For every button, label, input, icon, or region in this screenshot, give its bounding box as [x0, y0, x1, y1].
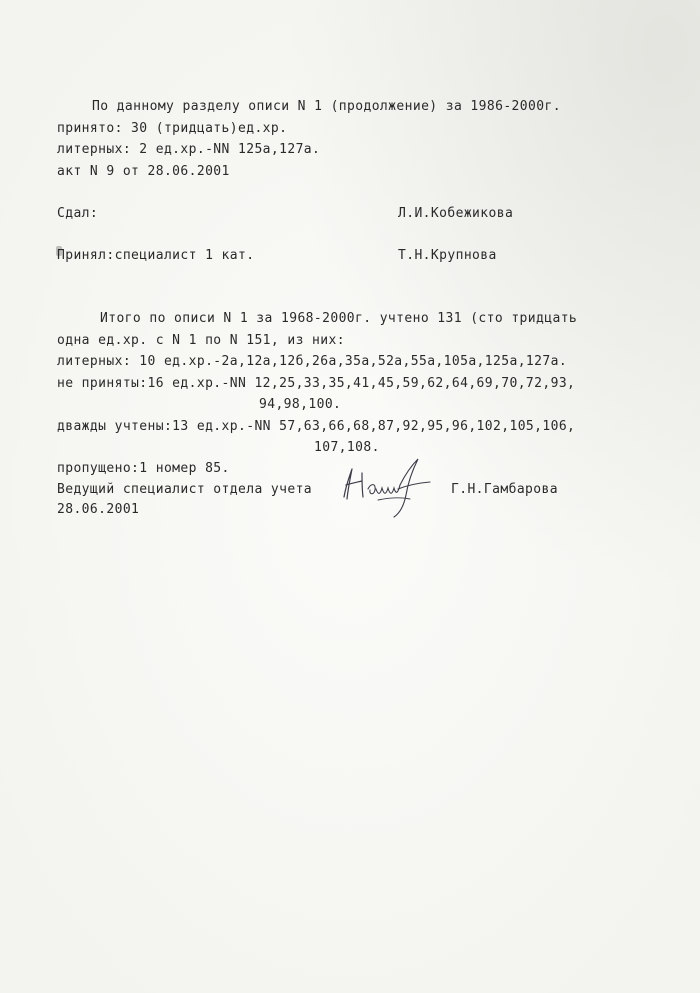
totals-not-accepted: не приняты:16 ед.хр.-NN 12,25,33,35,41,45,59,62,64,69,70,72,93, — [57, 376, 576, 391]
totals-skipped: пропущено:1 номер 85. — [57, 461, 230, 476]
section-summary-heading: По данному разделу описи N 1 (продолжение) за 1986-2000г. — [92, 99, 561, 114]
literal-count: литерных: 2 ед.хр.-NN 125а,127а. — [57, 142, 321, 157]
accepted-count: принято: 30 (тридцать)ед.хр. — [57, 121, 288, 136]
document-date: 28.06.2001 — [57, 502, 140, 517]
totals-range: одна ед.хр. с N 1 по N 151, из них: — [57, 333, 345, 348]
totals-double-counted: дважды учтены:13 ед.хр.-NN 57,63,66,68,87,92,95,96,102,105,106, — [57, 419, 576, 434]
accepted-by-label: Принял:специалист 1 кат. — [57, 248, 255, 263]
handwritten-signature — [338, 455, 438, 520]
totals-literal: литерных: 10 ед.хр.-2а,12а,12б,26а,35а,52а,55а,105а,125а,127а. — [57, 354, 568, 369]
totals-heading: Итого по описи N 1 за 1968-2000г. учтено 131 (сто тридцать — [100, 311, 578, 326]
act-reference: акт N 9 от 28.06.2001 — [57, 164, 230, 179]
totals-double-counted-cont: 107,108. — [314, 440, 380, 455]
handed-over-label: Сдал: — [57, 206, 99, 221]
signer-position: Ведущий специалист отдела учета — [57, 482, 313, 497]
signer-name: Г.Н.Гамбарова — [451, 482, 558, 497]
totals-not-accepted-cont: 94,98,100. — [259, 397, 342, 412]
accepted-by-name: Т.Н.Крупнова — [398, 248, 497, 263]
handed-over-name: Л.И.Кобежикова — [398, 206, 514, 221]
